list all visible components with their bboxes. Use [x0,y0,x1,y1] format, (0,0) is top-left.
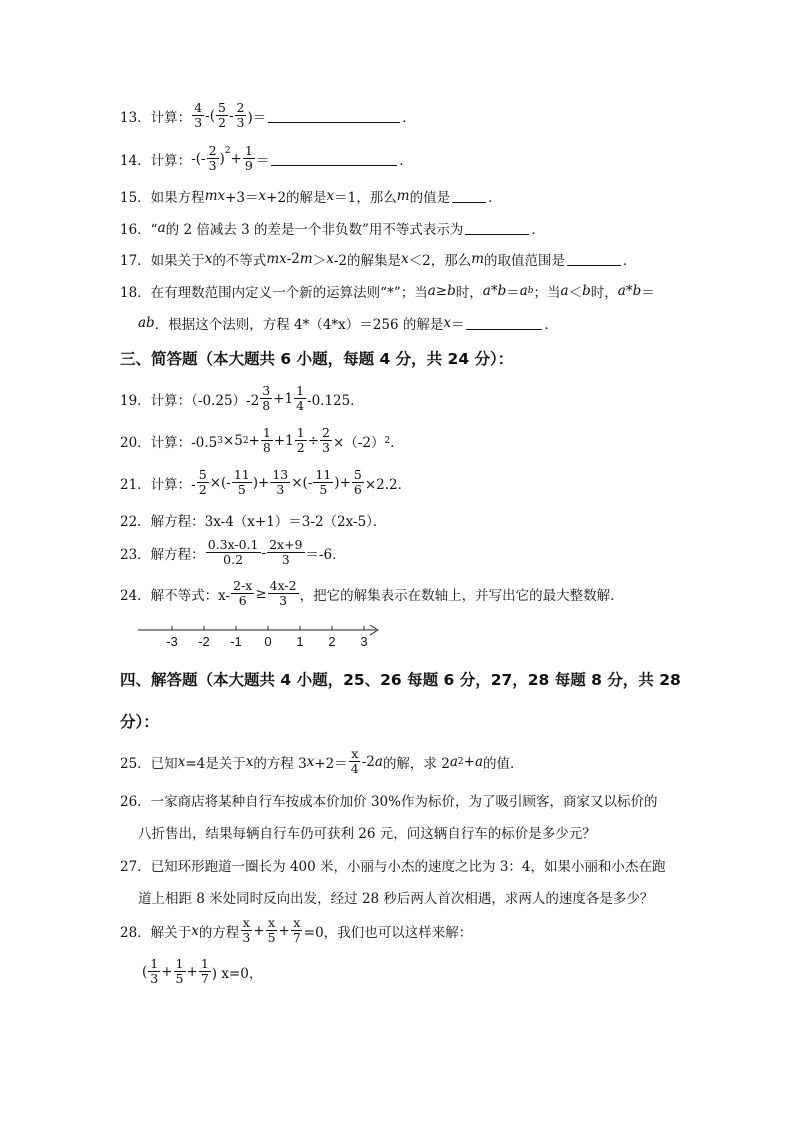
t: ． [390,434,404,451]
frac [266,916,278,945]
question-26-line-1 [120,790,657,810]
t: 八折售出，结果每辆自行车仍可获利 26 元，问这辆自行车的标价是多少元？ [138,826,596,842]
t: a*b [482,283,507,299]
t: x [245,753,254,770]
t: 的值是 [409,190,451,206]
num: 1 [175,956,184,971]
t: x [306,753,315,770]
question-23 [120,538,346,567]
t: x [191,922,199,939]
answer-blank-18[interactable] [466,316,542,330]
q14-label: 14．计算： [120,152,192,169]
section-4-heading-line-1: 四、解答题（本大题共 4 小题，25、26 每题 6 分，27，28 每题 8 分，共 28 [120,671,681,689]
t: ＝1，那么 [334,190,397,206]
q13-fraction-3 [235,101,247,130]
frac [232,468,252,497]
question-15 [120,186,502,206]
t: =4是关于 [185,755,246,772]
frac [291,916,303,945]
t: )+ [252,474,270,491]
t: x [177,753,186,770]
t: 的不等式 [212,253,267,269]
t: 27．已知环形跑道一圈长为 400 米，小丽与小杰的速度之比为 3：4，如果小丽和小杰在跑 [120,859,666,875]
frac [240,916,252,945]
t: 2 [242,435,249,446]
number-line-tick-label: 0 [264,634,272,649]
t: ×(- [209,474,231,491]
t: 26．一家商店将某种自行车按成本价加价 30%作为标价，为了吸引顾客，商家又以标价的 [120,794,658,810]
question-24 [120,579,624,608]
answer-blank-14[interactable] [271,152,397,166]
num: x [293,915,301,930]
frac [206,538,261,567]
num: 1 [200,956,209,971]
t: 16．“ [120,222,158,238]
den: 3 [236,115,245,130]
t: x [258,188,267,204]
den: 3 [242,930,251,945]
number-line-tick-label: 3 [360,634,368,649]
answer-blank-17[interactable] [567,252,621,266]
t: 的方程 [198,924,240,941]
question-25 [120,747,524,776]
den: 4 [350,761,359,776]
section-3-heading: 三、简答题（本大题共 6 小题，每题 4 分，共 24 分）： [120,350,514,368]
den: 3 [281,552,290,567]
t: + [463,753,475,770]
t: )+ [334,474,351,491]
t: a*b [617,283,642,299]
t: 17．如果关于 [120,253,205,269]
t: 的 2 倍减去 3 的差是一个非负数”用不等式表示为 [165,222,464,238]
t: ＝-6． [305,546,346,563]
question-21 [120,468,411,497]
den: 2 [217,115,226,130]
den: 7 [200,971,209,986]
t: 的方程 3 [253,755,307,772]
frac [352,468,364,497]
frac [267,538,304,567]
q14-plus: + [230,150,242,167]
num: 1 [150,956,159,971]
t: mx [204,188,226,204]
q18-tail: ． [544,317,558,333]
t: ×5 [222,432,243,449]
t: ×(- [291,474,313,491]
num: 4 [194,100,203,115]
frac [294,384,306,413]
frac [295,426,307,455]
t: ( [142,963,148,980]
frac [199,957,211,986]
t: 19．计算：（-0.25）-2 [120,392,260,409]
t: ＝ [641,285,655,301]
question-28 [120,916,472,945]
den: 4 [296,398,305,413]
t: +3＝ [225,190,259,206]
t: 的解，求 2 [382,755,450,772]
t: x [326,188,335,204]
t: -2 [361,753,375,770]
den: 3 [150,971,159,986]
t: 3 [217,435,223,446]
den: 3 [276,482,285,497]
t: ＞ [312,253,327,269]
number-line-tick-label: -2 [198,634,210,649]
num: 2-x [233,578,253,593]
answer-blank-15[interactable] [452,189,486,203]
den: 5 [319,482,328,497]
frac [148,957,160,986]
question-14 [120,144,413,173]
den: 3 [194,115,203,130]
t: ×2.2． [364,476,412,493]
t: -0.125． [307,392,364,409]
number-line-tick-label: 2 [328,634,336,649]
num: 2 [236,100,245,115]
number-line [136,620,386,652]
number-line-tick-label: -3 [166,634,178,649]
t: ) x=0， [211,965,263,982]
t: x [443,315,451,331]
num: 5 [217,100,226,115]
t: + [278,922,290,939]
t: b [527,286,534,296]
t: m [396,188,410,204]
t: 18．在有理数范围内定义一个新的运算法则“*”；当 [120,285,428,301]
question-16 [120,218,545,238]
t: a [560,283,569,299]
t: ，把它的解集表示在数轴上，并写出它的最大整数解． [299,587,624,604]
num: x [268,915,276,930]
frac [261,426,273,455]
t: a [449,753,458,770]
t: b [582,283,591,299]
t: x [204,251,213,267]
q13-tail: ． [402,109,416,126]
t: 28．解关于 [120,924,192,941]
answer-blank-16[interactable] [465,221,529,235]
q13-fraction-1 [192,101,204,130]
question-19 [120,384,364,413]
den: 2 [198,482,207,497]
t: ≥ [255,585,267,602]
frac [197,468,209,497]
t: b [447,283,456,299]
t: 的值． [483,755,524,772]
den: 5 [237,482,246,497]
frac [320,426,332,455]
t: x [326,251,334,267]
num: 3 [262,383,271,398]
num: 1 [296,425,305,440]
t: m [471,251,485,267]
q14-exponent: 2 [224,145,231,156]
num: 5 [353,467,362,482]
t: a [474,753,483,770]
section-4-heading-line-2: 分）： [120,713,159,731]
number-line-tick-label: 1 [296,634,304,649]
q14-fraction-2 [243,144,255,173]
t: ；当 [533,285,561,301]
q14-tail: ． [399,152,413,169]
frac [231,579,254,608]
t: =0，我们也可以这样来解： [303,924,473,941]
question-28-step [142,957,262,986]
t: +2＝ [314,755,348,772]
t: ×（-2） [332,434,385,451]
t: + [248,432,260,449]
den: 6 [353,482,362,497]
t: 道上相距 8 米处同时反向出发，经过 28 秒后两人首次相遇，求两人的速度各是多少？ [138,891,654,907]
den: 3 [322,440,330,455]
num: 13 [272,467,289,482]
frac [270,468,290,497]
t: 25．已知 [120,755,178,772]
number-line-ticks [166,626,367,649]
q14-pre: -(- [191,150,206,167]
t: + [161,963,173,980]
frac [174,957,186,986]
q16-tail: ． [531,222,545,238]
question-18-line-2 [138,313,558,333]
question-13 [120,101,416,130]
den: 7 [292,930,301,945]
den: 5 [175,971,184,986]
q13-end: )＝ [247,109,267,126]
t: 15．如果方程 [120,190,205,206]
t: a [427,283,436,299]
t: ＜2，那么 [408,253,472,269]
den: 6 [238,593,247,608]
question-18-line-1 [120,281,655,301]
q13-fraction-2 [216,101,228,130]
num: 0.3x-0.1 [207,537,259,552]
num: 2 [322,425,330,440]
q14-fraction-1 [207,144,219,173]
number-line-tick-label: -1 [230,634,242,649]
num: 1 [244,143,253,158]
num: 5 [198,467,207,482]
q15-tail: ． [488,190,502,206]
num: 2 [208,143,217,158]
den: 3 [279,593,288,608]
num: 11 [315,467,332,482]
t: + [253,922,265,939]
frac [313,468,333,497]
t: ＝ [450,317,465,333]
answer-blank-13[interactable] [268,109,400,123]
den: 9 [244,158,253,173]
den: 8 [262,440,271,455]
t: + [186,963,198,980]
frac [260,384,272,413]
t: -2 [286,251,300,267]
t: ÷ [307,432,320,449]
t: 23．解方程： [120,546,205,563]
t: -2的解集是 [333,253,401,269]
den: 5 [267,930,276,945]
question-27-line-2 [138,887,653,907]
t: ＜ [568,285,583,301]
num: 11 [233,467,250,482]
q13-mid: - [228,107,234,124]
t: 时， [590,285,618,301]
t: - [261,544,267,561]
t: 2 [384,435,391,446]
t: +1 [273,390,294,407]
t: a [157,220,166,236]
t: 22．解方程：3x-4（x+1）＝3-2（2x-5）． [120,514,387,530]
num: x [351,746,359,761]
q13-minus: -( [205,107,215,124]
frac [268,579,299,608]
question-26-line-2 [138,822,596,842]
den: 3 [208,158,217,173]
den: 0.2 [223,552,244,567]
question-22 [120,510,386,530]
den: 8 [262,398,271,413]
num: 2x+9 [269,537,303,552]
num: x [242,915,250,930]
num: 1 [296,383,305,398]
question-17 [120,249,637,269]
t: 的取值范围是 [484,253,566,269]
t: +1 [273,432,294,449]
q14-close: ) [219,150,225,167]
t: a [519,283,528,299]
frac [349,747,361,776]
t: x [400,251,409,267]
t: 21．计算：- [120,476,196,493]
q14-eq: ＝ [255,152,270,169]
question-20 [120,426,404,455]
den: 2 [296,440,305,455]
t: 时， [455,285,483,301]
question-27-line-1 [120,855,666,875]
t: 2 [457,756,464,767]
num: 4x-2 [269,578,297,593]
t: +2的解是 [266,190,327,206]
t: mx [266,251,287,267]
q17-tail: ． [623,253,637,269]
q13-label: 13．计算： [120,109,192,126]
t: ＝ [506,285,520,301]
t: ≥ [435,283,448,299]
t: 24．解不等式：x- [120,587,231,604]
t: ab [138,315,155,331]
t: m [299,251,313,267]
t: a [374,753,383,770]
t: 20．计算：-0.5 [120,434,218,451]
num: 1 [262,425,271,440]
t: ．根据这个法则，方程 4*（4*x）＝256 的解是 [154,317,444,333]
